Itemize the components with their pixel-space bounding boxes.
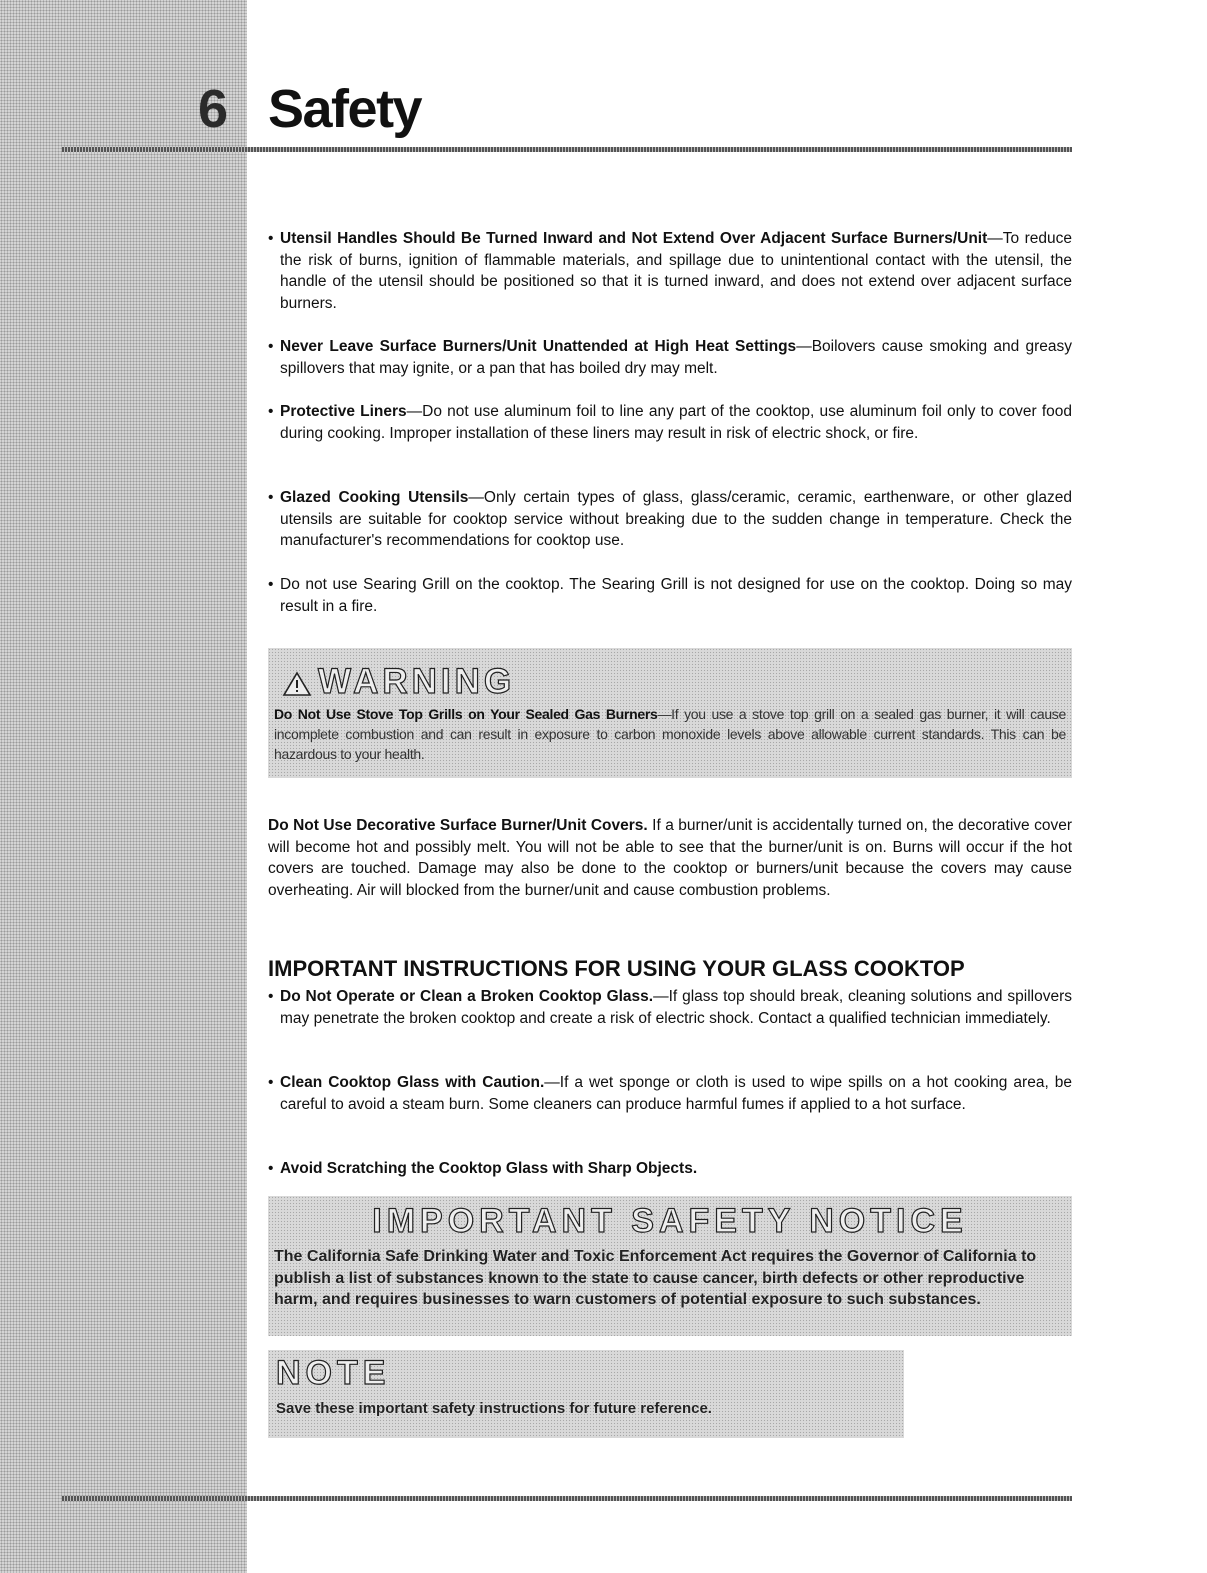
warning-heading-text: Do Not Use Stove Top Grills on Your Sealed Gas Burners (274, 706, 658, 722)
bullet-protective-liners (268, 401, 1072, 444)
bullet-heading: Utensil Handles Should Be Turned Inward and Not Extend Over Adjacent Surface Burners/Unit (280, 230, 988, 247)
bullet-heading: Do Not Operate or Clean a Broken Cooktop Glass. (280, 988, 654, 1005)
warning-triangle-icon (282, 671, 312, 697)
safety-notice-text: The California Safe Drinking Water and Toxic Enforcement Act requires the Governor of California to publish a list of substances known to the state to cause cancer, birth defects or other reproductive harm, and requires businesses to warn customers of potential exposure to such substances. (274, 1248, 1037, 1308)
covers-heading: Do Not Use Decorative Surface Burner/Unit Covers. (268, 817, 648, 834)
bullet-dot: • (268, 338, 274, 355)
chapter-number: 6 (197, 79, 229, 139)
safety-notice-title: IMPORTANT SAFETY NOTICE (372, 1202, 968, 1240)
bullet-utensil-handles (268, 228, 1072, 314)
bullet-unattended (268, 336, 1072, 379)
warning-box (268, 648, 1072, 778)
bullet-text: —If a wet sponge or cloth is used to wipe spills on a hot cooking area, be careful to avoid a steam burn. Some cleaners can produce harmful fumes if applied to a hot surface. (280, 1074, 1072, 1113)
footer-rule (62, 1496, 1072, 1501)
bullet-glazed-utensils (268, 487, 1072, 552)
bullet-avoid-scratching (268, 1158, 1072, 1180)
bullet-text: —Boilovers cause smoking and greasy spillovers that may ignite, or a pan that has boiled dry may melt. (280, 338, 1072, 377)
note-title: NOTE (276, 1354, 391, 1392)
bullet-text: Do not use Searing Grill on the cooktop. The Searing Grill is not designed for use on the cooktop. Doing so may result in a fire. (280, 576, 1072, 615)
section-heading-glass-cooktop: IMPORTANT INSTRUCTIONS FOR USING YOUR GLASS COOKTOP (268, 956, 965, 981)
bullet-heading: Never Leave Surface Burners/Unit Unattended at High Heat Settings (280, 338, 797, 355)
bullet-heading: Avoid Scratching the Cooktop Glass with Sharp Objects. (280, 1160, 698, 1177)
bullet-heading: Protective Liners (280, 403, 407, 420)
bullet-dot: • (268, 403, 274, 420)
bullet-broken-glass (268, 986, 1072, 1029)
bullet-text: —If glass top should break, cleaning solutions and spillovers may penetrate the broken cooktop and create a risk of electric shock. Contact a qualified technician immediately. (280, 988, 1072, 1027)
warning-heading (282, 662, 515, 702)
warning-title: WARNING (318, 662, 516, 701)
bullet-dot: • (268, 988, 274, 1005)
covers-paragraph (268, 815, 1072, 901)
bullet-dot: • (268, 1074, 274, 1091)
page-title: Safety (268, 79, 422, 139)
bullet-searing-grill (268, 574, 1072, 617)
note-box (268, 1350, 904, 1438)
bullet-text: —Do not use aluminum foil to line any part of the cooktop, use aluminum foil only to cover food during cooking. Improper installation of these liners may result in risk of electric shock, or fire. (280, 403, 1072, 442)
safety-notice-box (268, 1196, 1072, 1336)
bullet-text: —To reduce the risk of burns, ignition of flammable materials, and spillage due to unintentional contact with the utensil, the handle of the utensil should be positioned so that it is turned inward, and does not extend over adjacent surface burners. (280, 230, 1072, 312)
warning-body-text: —If you use a stove top grill on a sealed gas burner, it will cause incomplete combustion and can result in exposure to carbon monoxide levels above allowable current standards. This can be hazardous to your health. (274, 706, 1066, 762)
bullet-text: —Only certain types of glass, glass/ceramic, ceramic, earthenware, or other glazed utensils are suitable for cooktop service without breaking due to the sudden change in temperature. Check the manufacturer's recommendations for cooktop use. (280, 489, 1072, 549)
sidebar-band (0, 0, 247, 1573)
bullet-dot: • (268, 1160, 274, 1177)
covers-text: If a burner/unit is accidentally turned on, the decorative cover will become hot and possibly melt. You will not be able to see that the burner/unit is on. Burns will occur if the hot covers are touched. Damage may also be done to the cooktop or burners/unit because the covers may cause overheating. Air will blocked from the burner/unit and cause combustion problems. (268, 817, 1072, 899)
bullet-clean-caution (268, 1072, 1072, 1115)
bullet-heading: Glazed Cooking Utensils (280, 489, 469, 506)
warning-text (274, 704, 1066, 764)
bullet-dot: • (268, 576, 274, 593)
bullet-heading: Clean Cooktop Glass with Caution. (280, 1074, 545, 1091)
header-rule (62, 147, 1072, 152)
note-text: Save these important safety instructions for future reference. (276, 1400, 712, 1417)
bullet-dot: • (268, 489, 274, 506)
bullet-dot: • (268, 230, 274, 247)
